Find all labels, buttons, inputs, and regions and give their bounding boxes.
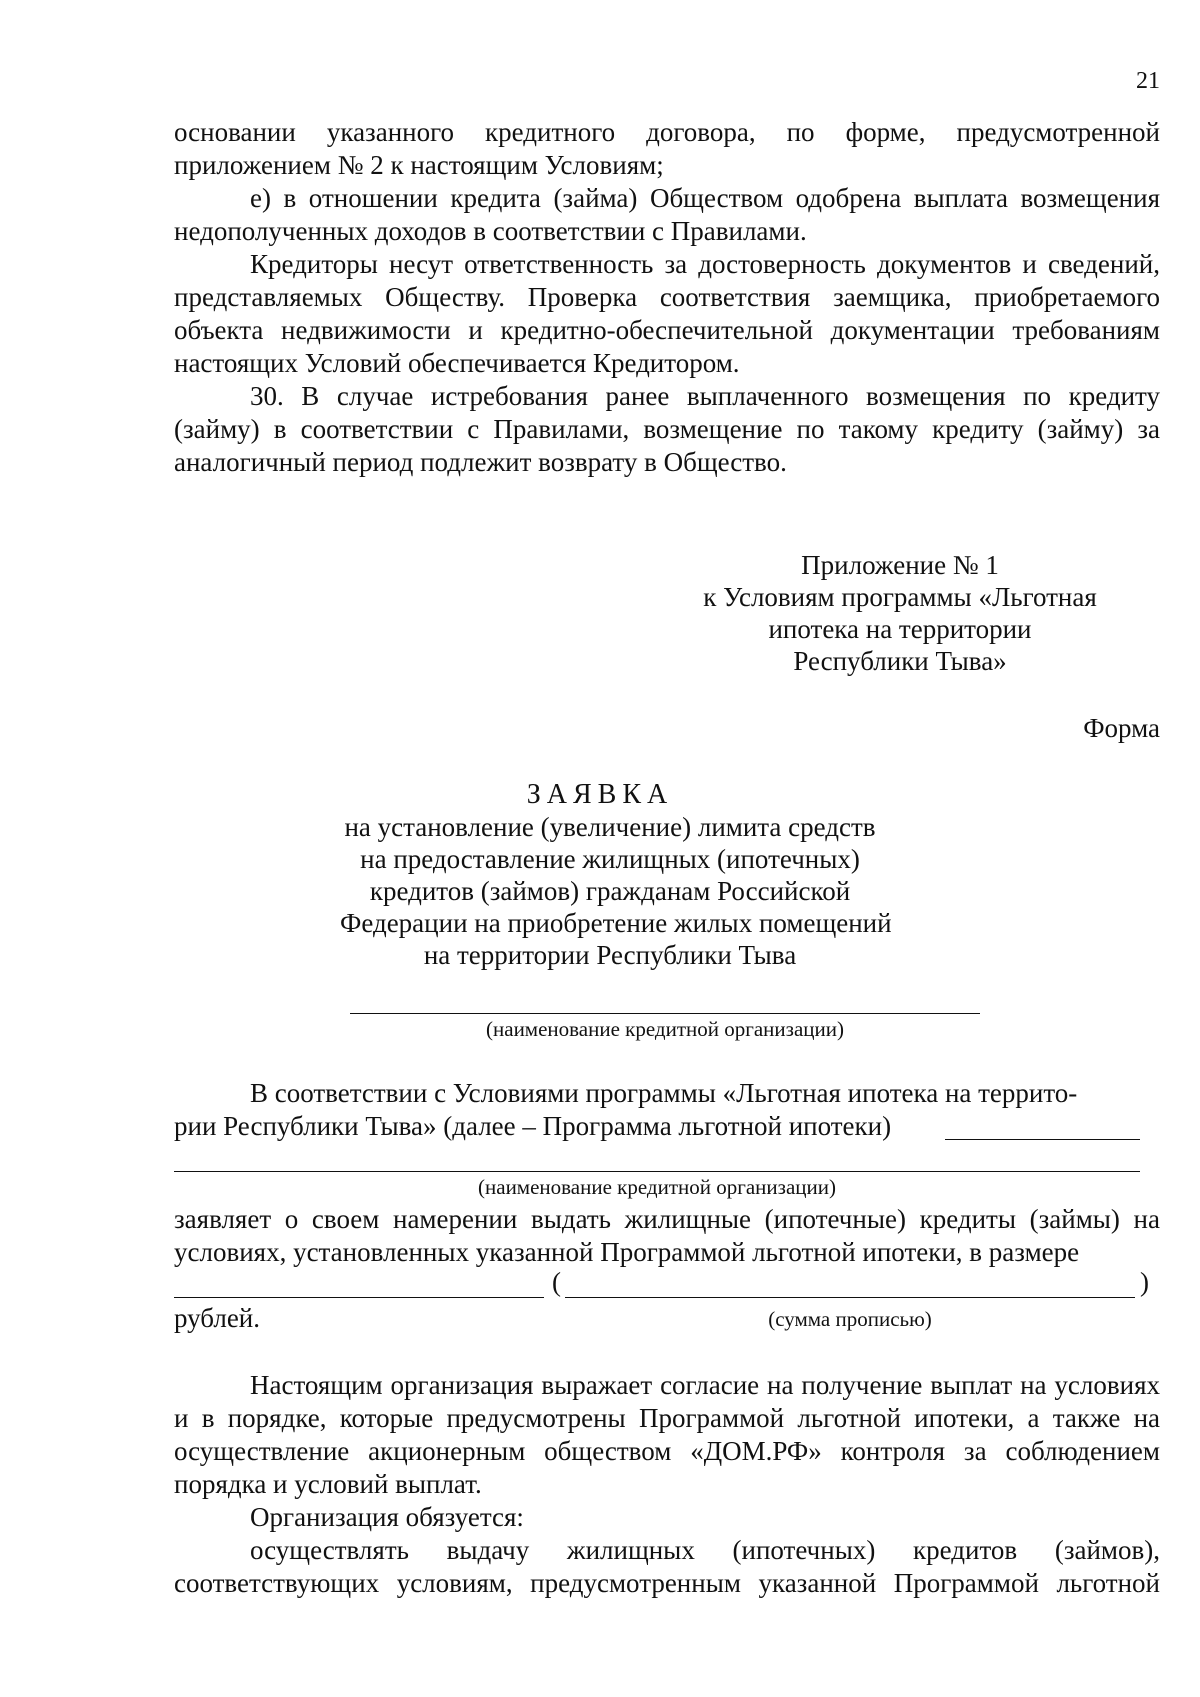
annex-line-1: Приложение № 1	[801, 550, 999, 580]
subtitle-line: на предоставление жилищных (ипотечных)	[360, 844, 860, 874]
subtitle-line: на территории Республики Тыва	[423, 940, 797, 970]
application-subtitle	[340, 811, 892, 971]
org-name-blank-line	[350, 1013, 980, 1014]
annex-line-4: Республики Тыва»	[793, 646, 1007, 676]
paragraph-declaration: заявляет о своем намерении выдать жилищные (ипотечные) кредиты (займы) на условиях, установленных указанной Программой льготной ипотеки, в размере	[174, 1204, 1160, 1267]
amount-words-caption: (сумма прописью)	[768, 1307, 932, 1331]
amount-digits-blank	[174, 1297, 544, 1298]
page-number: 21	[1136, 68, 1160, 94]
paragraph-item-30: 30. В случае истребования ранее выплаченного возмещения по кредиту (займу) в соответствии с Правилами, возмещение по такому кредиту (займу) за аналогичный период подлежит возврату в Общество.	[174, 381, 1160, 477]
annex-line-3: ипотека на территории	[768, 614, 1032, 644]
intro-line-1: В соответствии с Условиями программы «Льготная ипотека на террито-	[250, 1078, 1078, 1108]
form-label: Форма	[1083, 713, 1160, 743]
application-title: ЗАЯВКА	[526, 779, 674, 810]
rubles-label: рублей.	[174, 1303, 261, 1333]
obligation-item: осуществлять выдачу жилищных (ипотечных) кредитов (займов), соответствующих условиям, предусмотренным указанной Программой льготной	[174, 1535, 1160, 1598]
org-name-inline-blank	[945, 1139, 1140, 1140]
subtitle-line: Федерации на приобретение жилых помещений	[340, 908, 892, 938]
amount-words-blank	[565, 1297, 1135, 1298]
obligation-intro: Организация обязуется:	[250, 1502, 524, 1532]
intro-line-2: рии Республики Тыва» (далее – Программа льготной ипотеки)	[174, 1111, 892, 1141]
org-name-caption-2: (наименование кредитной организации)	[478, 1175, 836, 1199]
org-name-caption: (наименование кредитной организации)	[486, 1017, 844, 1041]
subtitle-line: кредитов (займов) гражданам Российской	[369, 876, 851, 906]
paragraph-consent: Настоящим организация выражает согласие на получение выплат на условиях и в порядке, которые предусмотрены Программой льготной ипотеки, а также на осуществление акционерным обществом «ДОМ.РФ» контроля за соблюдением порядка и условий выплат.	[174, 1370, 1160, 1499]
annex-header	[680, 549, 1120, 677]
subtitle-line: на установление (увеличение) лимита средств	[344, 812, 876, 842]
paragraph-creditors: Кредиторы несут ответственность за достоверность документов и сведений, представляемых Обществу. Проверка соответствия заемщика, приобретаемого объекта недвижимости и кредитно-обеспечительной документации требованиям настоящих Условий обеспечивается Кредитором.	[174, 249, 1160, 378]
amount-paren-open: (	[552, 1267, 561, 1297]
amount-paren-close: )	[1140, 1267, 1149, 1297]
paragraph-item-e: е) в отношении кредита (займа) Обществом одобрена выплата возмещения недополученных доходов в соответствии с Правилами.	[174, 183, 1160, 246]
org-name-blank-line-2	[174, 1171, 1140, 1172]
annex-line-2: к Условиям программы «Льготная	[703, 582, 1097, 612]
paragraph-continuation: основании указанного кредитного договора, по форме, предусмотренной приложением № 2 к настоящим Условиям;	[174, 117, 1160, 180]
